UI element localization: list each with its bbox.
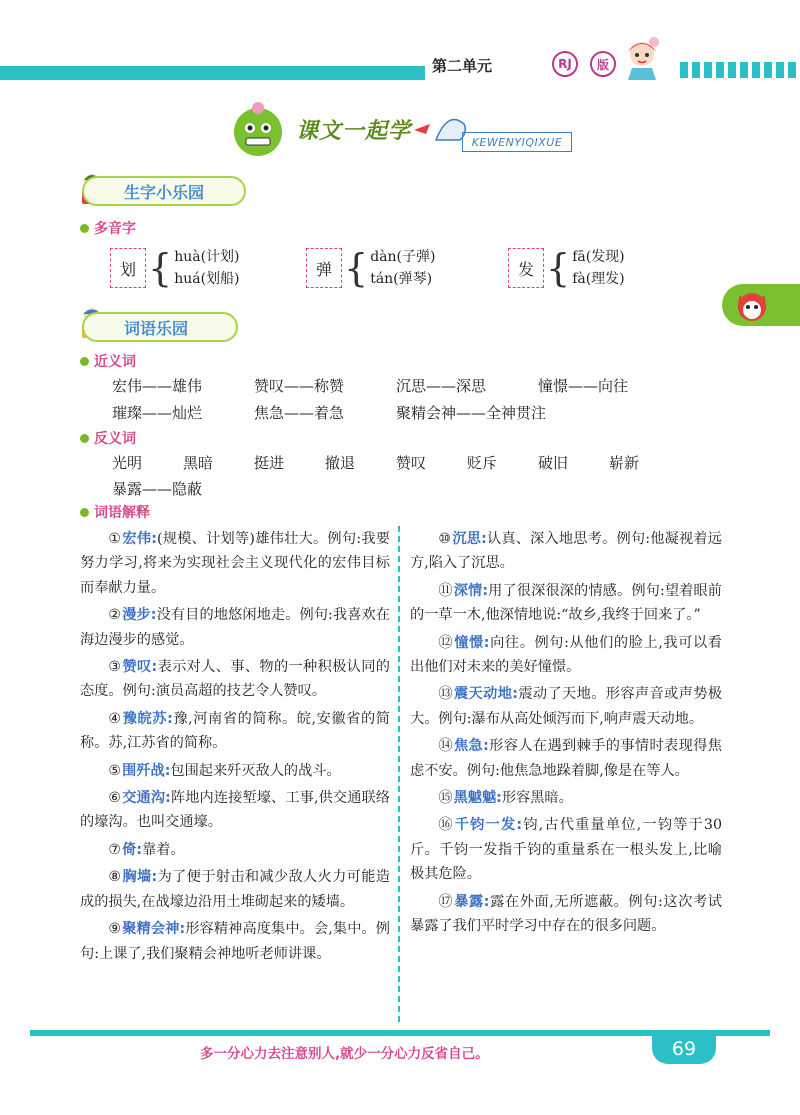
- entry-term: 深情:: [453, 582, 489, 599]
- entry-text: 向往。例句:从他们的脸上,我可以看出他们对未来的美好憧憬。: [410, 634, 722, 676]
- synonym-pair: 宏伟——雄伟: [112, 377, 203, 395]
- banner-pinyin: KEWENYIQIXUE: [462, 132, 572, 152]
- entry-text: 表示对人、事、物的一种积极认同的态度。例句:演员高超的技艺令人赞叹。: [80, 659, 390, 700]
- entry-number: ④: [108, 710, 122, 727]
- reading: fà(理发): [572, 271, 625, 287]
- footer-motto: 多一分心力去注意别人,就少一分心力反省自己。: [200, 1046, 489, 1062]
- entry-term: 黑魆魆:: [453, 790, 502, 807]
- section-ciyu: 词语乐园: [82, 312, 238, 342]
- page-number: 69: [652, 1034, 716, 1064]
- bullet-dot: [80, 357, 89, 366]
- brace: {: [148, 246, 173, 290]
- synonym-row-2: [112, 402, 202, 423]
- bullet-dot: [80, 508, 89, 517]
- explanation-entry: [410, 734, 722, 783]
- polyphone-char: 划: [110, 248, 146, 288]
- antonym-word: 崭新: [609, 454, 640, 472]
- entry-number: ②: [108, 607, 122, 624]
- badge-ban: 版: [590, 51, 616, 77]
- explanation-entry: [410, 813, 722, 886]
- explanation-entry: [410, 682, 722, 731]
- entry-text: 认真、深入地思考。例句:他凝视着远方,陷入了沉思。: [410, 531, 722, 572]
- synonym-pair: 聚精会神——全神贯注: [396, 404, 547, 422]
- antonym-word: 挺进: [254, 454, 285, 472]
- explanation-left-column: [80, 527, 390, 969]
- synonym-row-1d: [538, 375, 628, 396]
- entry-number: ⑫: [438, 634, 454, 651]
- reading: fā(发现): [572, 249, 625, 265]
- antonym-word: 光明: [112, 454, 143, 472]
- explanation-entry: [80, 786, 390, 835]
- explanation-entry: [80, 655, 390, 704]
- header-band-right: [680, 62, 800, 78]
- antonym-pair: 暴露——隐蔽: [112, 480, 203, 498]
- entry-text: 钧,古代重量单位,一钧等于30斤。千钧一发指千钧的重量系在一根头发上,比喻极其危险。: [410, 817, 722, 883]
- fox-mascot-icon: [732, 285, 772, 325]
- synonym-pair: 璀璨——灿烂: [112, 404, 203, 422]
- header-band-left: [0, 66, 425, 80]
- synonym-row-1: [112, 375, 202, 396]
- entry-text: 包围起来歼灭敌人的战斗。: [170, 762, 341, 779]
- reading: huà(计划): [174, 249, 240, 265]
- synonym-row-2b: [254, 402, 344, 423]
- polyphone-readings: [370, 246, 435, 290]
- entry-number: ③: [108, 659, 122, 676]
- explanation-entry: [80, 707, 390, 756]
- antonym-word: 黑暗: [183, 454, 214, 472]
- polyphone-2: [306, 246, 435, 290]
- entry-text: 形容人在遇到棘手的事情时表现得焦虑不安。例句:他焦急地跺着脚,像是在等人。: [410, 738, 722, 779]
- polyphone-char: 发: [508, 248, 544, 288]
- explanation-entry: [80, 865, 390, 914]
- entry-number: ⑰: [438, 893, 454, 910]
- entry-number: ⑭: [438, 738, 453, 755]
- entry-text: 阵地内连接堑壕、工事,供交通联络的壕沟。也叫交通壕。: [80, 790, 390, 831]
- entry-number: ①: [108, 531, 122, 547]
- polyphone-3: [508, 246, 625, 290]
- explanation-entry: [80, 527, 390, 600]
- entry-term: 倚:: [122, 841, 142, 858]
- entry-text: 形容精神高度集中。会,集中。例句:上课了,我们聚精会神地听老师讲课。: [80, 921, 390, 962]
- explanation-entry: [410, 579, 722, 628]
- synonym-pair: 焦急——着急: [254, 404, 345, 422]
- entry-text: 露在外面,无所遮蔽。例句:这次考试暴露了我们平时学习中存在的很多问题。: [410, 893, 722, 935]
- antonym-word: 赞叹: [396, 454, 427, 472]
- unit-title: 第二单元: [432, 57, 493, 75]
- polyphone-1: [110, 246, 240, 290]
- antonym-word: 破旧: [538, 454, 569, 472]
- heading-jinyici-label: 近义词: [94, 354, 136, 370]
- badge-rj: RJ: [552, 51, 578, 77]
- explanation-entry: [80, 917, 390, 966]
- entry-term: 豫皖苏:: [122, 710, 173, 727]
- entry-number: ⑮: [438, 790, 453, 807]
- entry-number: ⑪: [438, 582, 453, 599]
- synonym-pair: 沉思——深思: [396, 377, 487, 395]
- entry-text: 震动了天地。形容声音或声势极大。例句:瀑布从高处倾泻而下,响声震天动地。: [410, 686, 722, 727]
- girl-mascot-icon: [618, 34, 666, 82]
- reading: huá(划船): [174, 271, 240, 287]
- entry-term: 千钧一发:: [454, 817, 523, 834]
- explanation-entry: [410, 786, 722, 810]
- brace: {: [344, 246, 369, 290]
- entry-number: ⑧: [108, 869, 122, 886]
- explanation-entry: [410, 527, 722, 576]
- entry-number: ⑨: [108, 921, 122, 938]
- explanation-entry: [80, 759, 390, 783]
- reading: tán(弹琴): [370, 271, 433, 287]
- entry-term: 漫步:: [122, 607, 157, 624]
- banner-title: 课文一起学: [296, 119, 412, 144]
- entry-number: ⑤: [108, 762, 122, 779]
- explanation-entry: [410, 631, 722, 680]
- entry-term: 聚精会神:: [122, 921, 186, 938]
- polyphone-readings: [572, 246, 624, 290]
- entry-term: 震天动地:: [453, 686, 518, 703]
- polyphone-readings: [174, 246, 239, 290]
- brace: {: [546, 246, 571, 290]
- synonym-row-1c: [396, 375, 486, 396]
- heading-fanyici-label: 反义词: [94, 431, 136, 447]
- synonym-pair: 赞叹——称赞: [254, 377, 345, 395]
- entry-number: ⑩: [438, 531, 452, 547]
- entry-text: 为了便于射击和减少敌人火力可能造成的损失,在战壕边沿用土堆砌起来的矮墙。: [80, 869, 390, 910]
- explanation-entry: [80, 603, 390, 652]
- entry-text: 豫,河南省的简称。皖,安徽省的简称。苏,江苏省的简称。: [80, 710, 390, 752]
- antonym-word: 贬斥: [467, 454, 498, 472]
- entry-term: 胸墙:: [122, 869, 158, 886]
- explanation-entry: [410, 890, 722, 939]
- entry-term: 沉思:: [452, 531, 487, 547]
- column-divider: [398, 526, 401, 1022]
- polyphone-char: 弹: [306, 248, 342, 288]
- heading-duoyinzi-label: 多音字: [94, 221, 136, 237]
- explanation-entry: [80, 838, 390, 862]
- entry-text: (规模、计划等)雄伟壮大。例句:我要努力学习,将来为实现社会主义现代化的宏伟目标而奉献力量。: [80, 531, 390, 596]
- antonym-word: 撤退: [325, 454, 356, 472]
- entry-term: 围歼战:: [122, 762, 171, 779]
- entry-term: 交通沟:: [122, 790, 171, 807]
- entry-number: ⑥: [108, 790, 122, 807]
- entry-text: 用了很深很深的情感。例句:望着眼前的一草一木,他深情地说:“故乡,我终于回来了。”: [410, 582, 722, 624]
- synonym-pair: 憧憬——向往: [538, 377, 629, 395]
- section-shengzi: 生字小乐园: [82, 176, 246, 206]
- entry-text: 形容黑暗。: [501, 790, 573, 807]
- entry-term: 憧憬:: [454, 634, 490, 651]
- reading: dàn(子弹): [370, 249, 436, 265]
- heading-jieshi-label: 词语解释: [94, 505, 150, 521]
- heading-duoyinzi: [80, 218, 136, 238]
- heading-jieshi: [80, 502, 150, 522]
- explanation-right-column: [410, 527, 722, 942]
- bullet-dot: [80, 224, 89, 233]
- entry-term: 宏伟:: [122, 531, 157, 547]
- synonym-row-1b: [254, 375, 344, 396]
- entry-number: ⑯: [438, 817, 454, 834]
- entry-term: 焦急:: [453, 738, 489, 755]
- entry-text: 没有目的地悠闲地走。例句:我喜欢在海边漫步的感觉。: [80, 607, 390, 648]
- entry-number: ⑦: [108, 841, 122, 858]
- heading-fanyici: [80, 428, 136, 448]
- entry-text: 靠着。: [142, 841, 185, 858]
- entry-term: 赞叹:: [122, 659, 158, 676]
- entry-term: 暴露:: [454, 893, 490, 910]
- side-tab: [722, 284, 800, 326]
- synonym-row-2c: [396, 402, 546, 423]
- heading-jinyici: [80, 351, 136, 371]
- entry-number: ⑬: [438, 686, 453, 703]
- bullet-dot: [80, 434, 89, 443]
